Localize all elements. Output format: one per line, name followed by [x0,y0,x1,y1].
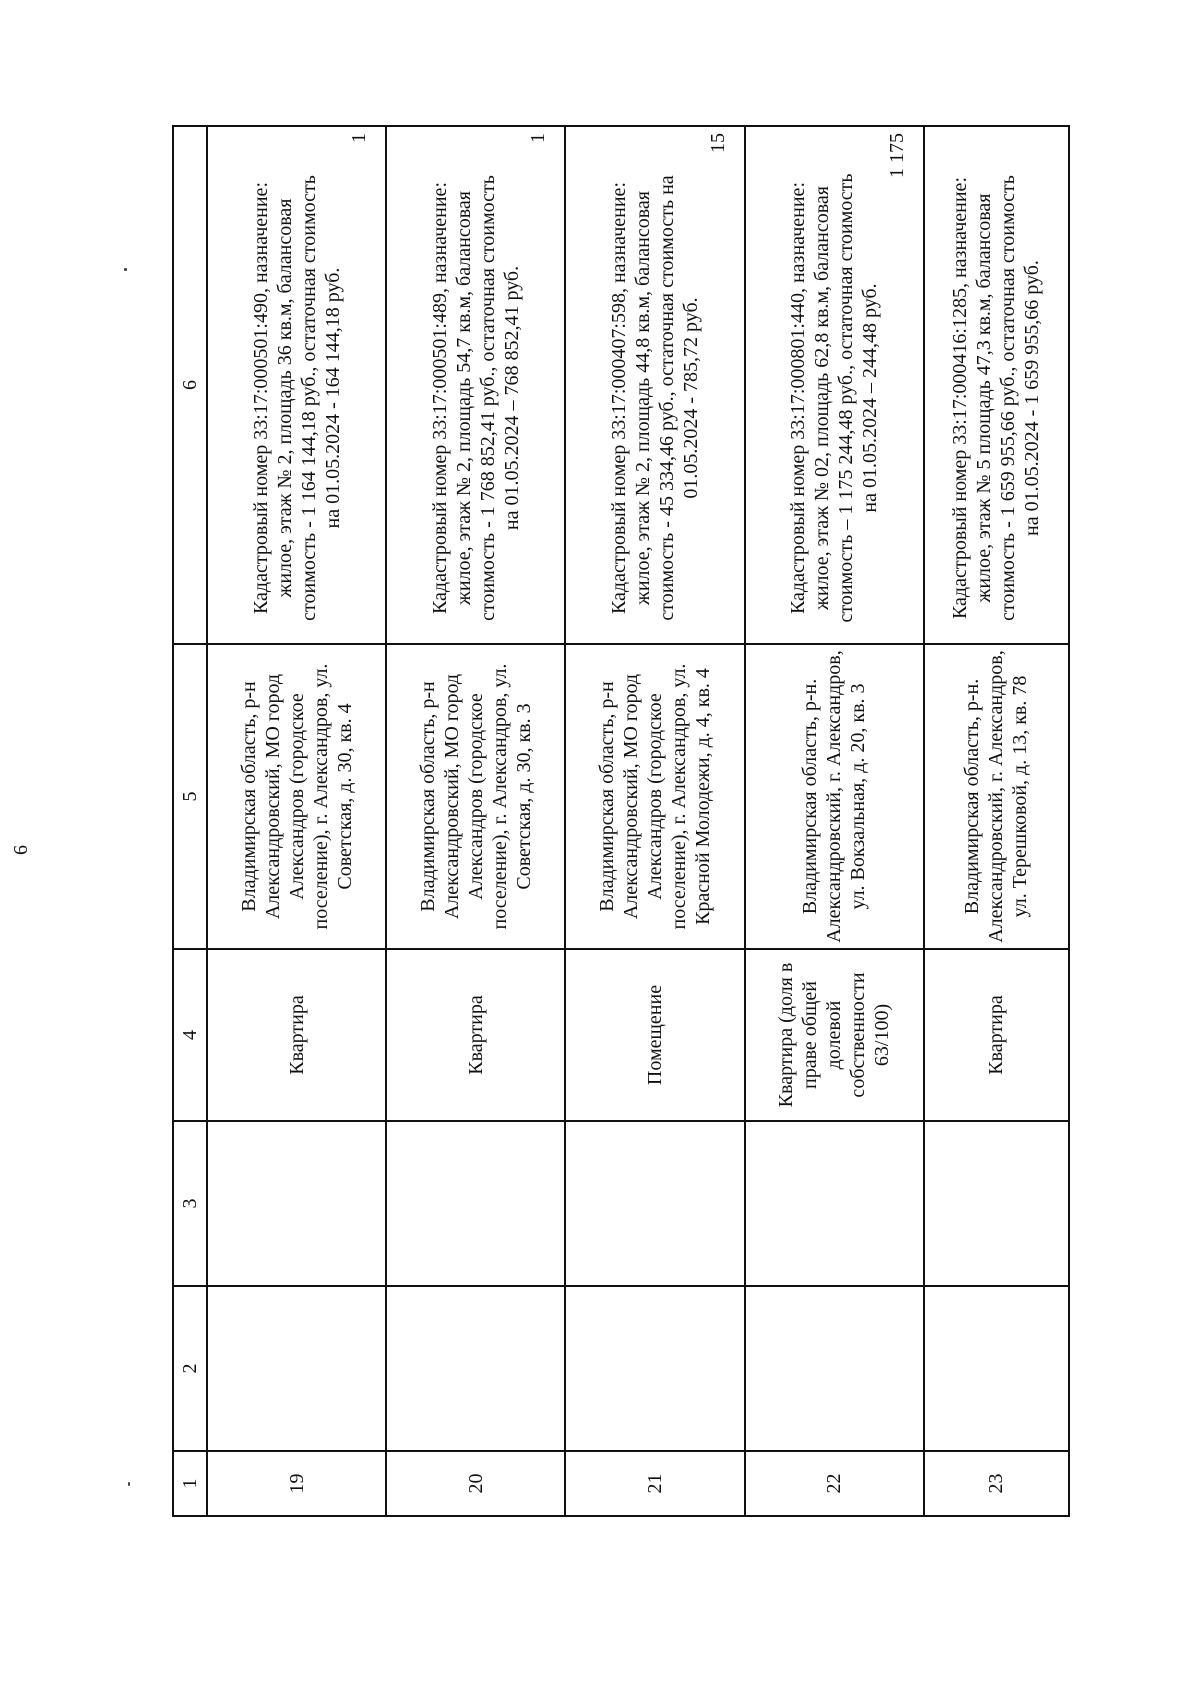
property-address: Владимирская область, р-н. Александровский, г. Александров, ул. Вокзальная, д. 20, кв. 3 [745,644,924,949]
empty-cell [386,1286,565,1451]
property-description-cell [924,126,1069,644]
rotated-table-wrapper [172,127,1070,1517]
row-number: 19 [207,1451,386,1516]
property-description: Кадастровый номер 33:17:000501:489, назначение: жилое, этаж № 2, площадь 54,7 кв.м, балансовая стоимость - 1 768 852,41 руб., остаточная стоимость на 01.05.2024 – 768 852,41 руб. [428,175,523,621]
property-description: Кадастровый номер 33:17:000801:440, назначение: жилое, этаж № 02, площадь 62,8 кв.м, балансовая стоимость – 1 175 244,48 руб., остаточная стоимость на 01.05.2024 – 244,48 руб. [787,173,882,623]
empty-cell [745,1121,924,1286]
property-description: Кадастровый номер 33:17:000501:490, назначение: жилое, этаж № 2, площадь 36 кв.м, балансовая стоимость - 1 164 144,18 руб., остаточная стоимость на 01.05.2024 - 164 144,18 руб. [249,175,344,621]
property-address: Владимирская область, р-н Александровский, МО город Александров (городское поселение), г. Александров, ул. Советская, д. 30, кв. 4 [207,644,386,949]
property-type: Квартира [924,949,1069,1121]
column-header: 1 [173,1451,207,1516]
row-number: 20 [386,1451,565,1516]
property-address: Владимирская область, р-н Александровский, МО город Александров (городское поселение), г. Александров, ул. Красной Молодежи, д. 4, кв. 4 [565,644,744,949]
table-row [745,126,924,1516]
table-row [386,126,565,1516]
table-row [924,126,1069,1516]
property-description-cell [565,126,744,644]
row-number: 22 [745,1451,924,1516]
row-number: 23 [924,1451,1069,1516]
property-type: Квартира [386,949,565,1121]
property-address: Владимирская область, р-н Александровский, МО город Александров (городское поселение), г. Александров, ул. Советская, д. 30, кв. 3 [386,644,565,949]
property-type: Квартира (доля в праве общей долевой собственности 63/100) [745,949,924,1121]
empty-cell [745,1286,924,1451]
empty-cell [924,1121,1069,1286]
property-description-cell [207,126,386,644]
property-description: Кадастровый номер 33:17:000407:598, назначение: жилое, этаж № 2, площадь 44,8 кв.м, балансовая стоимость - 45 334,46 руб., остаточная стоимость на 01.05.2024 - 785,72 руб. [608,175,703,621]
value-fragment: 15 [706,133,729,153]
empty-cell [565,1121,744,1286]
column-header: 2 [173,1286,207,1451]
property-address: Владимирская область, р-н. Александровский, г. Александров, ул. Терешковой, д. 13, кв. 78 [924,644,1069,949]
column-header: 6 [173,126,207,644]
empty-cell [565,1286,744,1451]
property-type: Помещение [565,949,744,1121]
column-header: 5 [173,644,207,949]
value-fragment: 1 [527,133,550,143]
table-row [207,126,386,1516]
column-header: 4 [173,949,207,1121]
column-header: 3 [173,1121,207,1286]
property-registry-table [172,125,1070,1517]
row-number: 21 [565,1451,744,1516]
property-description: Кадастровый номер 33:17:000416:1285, назначение: жилое, этаж № 5 площадь 47,3 кв.м, балансовая стоимость - 1 659 955,66 руб., остаточная стоимость на 01.05.2024 - 1 659 955,66 руб. [949,175,1044,621]
empty-cell [207,1286,386,1451]
page-number: 6 [10,845,32,855]
property-description-cell [745,126,924,644]
table-row [565,126,744,1516]
empty-cell [207,1121,386,1286]
value-fragment: 1 [348,133,371,143]
empty-cell [924,1286,1069,1451]
property-type: Квартира [207,949,386,1121]
header-row [173,126,207,1516]
property-description-cell [386,126,565,644]
scan-speck [124,268,127,271]
empty-cell [386,1121,565,1286]
value-fragment: 1 175 [885,133,908,178]
scan-speck [128,1482,130,1486]
